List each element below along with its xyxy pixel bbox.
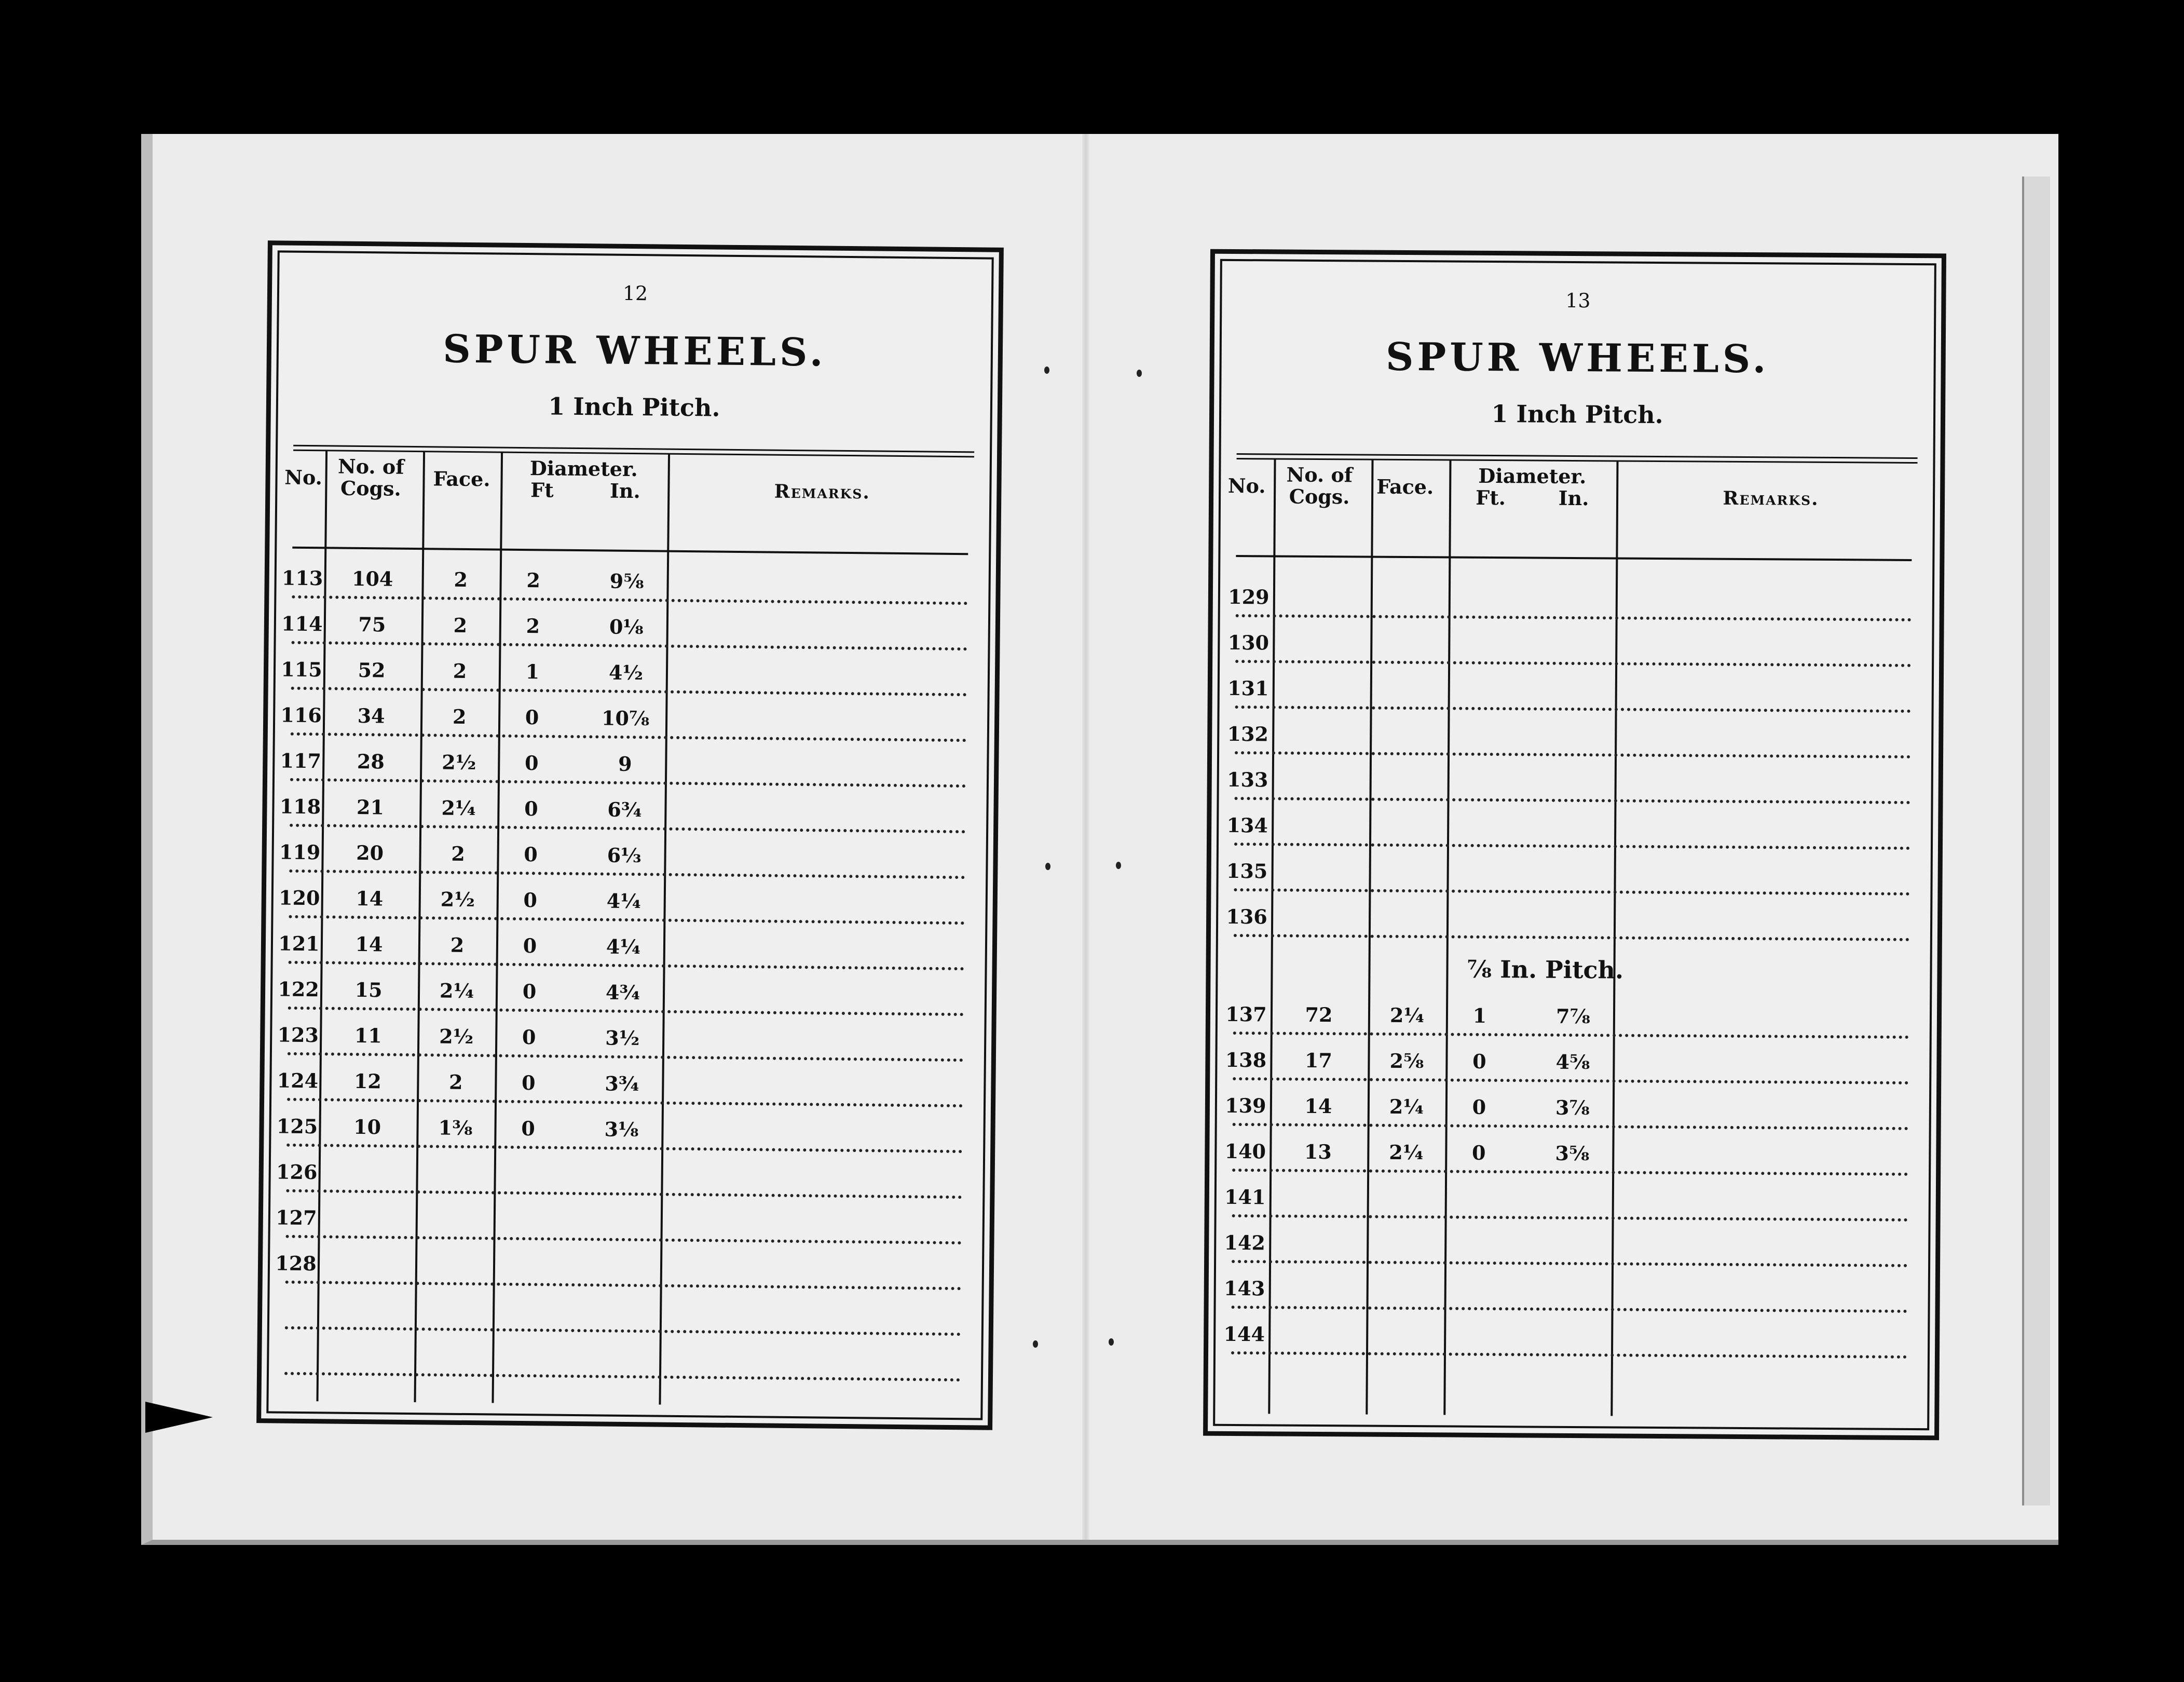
table-row bbox=[1216, 1224, 1929, 1273]
page-title: SPUR WHEELS. bbox=[1385, 334, 1770, 382]
dotted-leader bbox=[291, 733, 966, 742]
cell-ft: 0 bbox=[524, 797, 538, 821]
cell-face bbox=[421, 1207, 488, 1208]
table-row bbox=[274, 833, 986, 885]
cell-ft: 0 bbox=[525, 706, 539, 729]
table-row bbox=[271, 1107, 984, 1159]
table-row bbox=[1217, 1132, 1929, 1182]
dotted-leader bbox=[289, 961, 964, 970]
cell-cogs: 14 bbox=[356, 886, 384, 911]
table-row bbox=[1216, 1315, 1928, 1365]
table-row bbox=[275, 696, 988, 748]
table-row bbox=[1217, 1087, 1930, 1136]
cell-no: 134 bbox=[1226, 813, 1268, 837]
table-row bbox=[1219, 761, 1931, 810]
page-title: SPUR WHEELS. bbox=[442, 327, 827, 375]
cell-ft: 0 bbox=[522, 980, 537, 1003]
cell-in bbox=[586, 1254, 654, 1255]
left-table bbox=[266, 250, 993, 1420]
pitch-subtitle: 1 Inch Pitch. bbox=[548, 392, 720, 422]
cell-cogs: 14 bbox=[1304, 1094, 1332, 1118]
binding-mark bbox=[1137, 370, 1142, 377]
header-diameter: Diameter. bbox=[1478, 464, 1587, 489]
cell-face bbox=[1372, 1186, 1440, 1187]
cell-face: 2⅝ bbox=[1389, 1049, 1424, 1073]
cell-no bbox=[275, 1342, 316, 1343]
dotted-leader bbox=[290, 824, 965, 833]
cell-face: 2 bbox=[453, 613, 468, 637]
table-row bbox=[269, 1290, 982, 1342]
cell-no: 144 bbox=[1223, 1322, 1265, 1346]
cell-ft: 0 bbox=[522, 1025, 536, 1049]
cell-no: 118 bbox=[279, 794, 321, 819]
header-rule bbox=[1236, 555, 1912, 561]
dotted-leader bbox=[1235, 706, 1911, 713]
cell-face: 2¼ bbox=[1389, 1140, 1424, 1164]
dotted-leader bbox=[1233, 1123, 1908, 1130]
cell-no: 126 bbox=[276, 1160, 318, 1184]
cell-no: 133 bbox=[1226, 767, 1268, 792]
dotted-leader bbox=[290, 778, 966, 788]
cell-no: 142 bbox=[1224, 1230, 1266, 1255]
dotted-leader bbox=[292, 595, 967, 605]
table-row bbox=[1220, 578, 1933, 628]
dotted-leader bbox=[1234, 843, 1910, 850]
header-face: Face. bbox=[433, 467, 490, 491]
table-row bbox=[272, 924, 985, 976]
cell-cogs: 52 bbox=[358, 658, 386, 682]
cell-cogs: 20 bbox=[356, 840, 384, 865]
cell-cogs bbox=[1274, 1185, 1362, 1186]
table-row bbox=[272, 1015, 985, 1068]
cell-no: 122 bbox=[278, 977, 319, 1001]
header-face: Face. bbox=[1376, 474, 1434, 499]
cell-in: 4¼ bbox=[606, 934, 641, 959]
cell-no: 128 bbox=[275, 1251, 317, 1276]
cell-no: 120 bbox=[278, 886, 320, 910]
table-row bbox=[276, 559, 989, 611]
cell-no: 119 bbox=[279, 840, 321, 864]
cell-no: 121 bbox=[278, 931, 320, 956]
cell-face: 2¼ bbox=[1389, 1094, 1424, 1119]
dotted-leader bbox=[287, 1098, 963, 1107]
header-in: In. bbox=[1558, 486, 1589, 510]
dotted-leader bbox=[1231, 1351, 1907, 1359]
cell-in bbox=[1537, 1324, 1605, 1325]
dotted-leader bbox=[286, 1144, 962, 1153]
cell-in: 10⅞ bbox=[601, 706, 650, 730]
cell-face: 1⅜ bbox=[438, 1116, 473, 1140]
cell-no: 140 bbox=[1224, 1139, 1266, 1163]
cell-in: 9⅝ bbox=[609, 569, 644, 593]
cell-ft: 0 bbox=[523, 888, 538, 912]
cell-no: 127 bbox=[276, 1205, 317, 1230]
header-cogs: No. of Cogs. bbox=[337, 454, 404, 500]
dotted-leader bbox=[1236, 614, 1912, 621]
cell-in: 4⅝ bbox=[1555, 1050, 1590, 1074]
dotted-leader bbox=[1232, 1306, 1907, 1313]
cell-face: 2 bbox=[454, 567, 468, 591]
cell-face: 2¼ bbox=[441, 796, 476, 820]
dotted-leader bbox=[1235, 660, 1911, 667]
cell-no: 116 bbox=[280, 703, 322, 727]
dotted-leader bbox=[286, 1189, 962, 1199]
dotted-leader bbox=[1232, 1214, 1908, 1222]
cell-cogs bbox=[321, 1297, 410, 1298]
table-row bbox=[1219, 806, 1931, 856]
cell-no: 143 bbox=[1223, 1276, 1265, 1300]
dotted-leader bbox=[289, 870, 965, 879]
cell-cogs bbox=[1273, 1322, 1361, 1323]
cell-cogs: 13 bbox=[1304, 1140, 1332, 1164]
cell-no: 136 bbox=[1226, 904, 1267, 929]
dotted-leader bbox=[1232, 1169, 1908, 1176]
cell-no: 117 bbox=[280, 749, 322, 773]
cell-face bbox=[421, 1161, 489, 1162]
cell-ft bbox=[1450, 1278, 1507, 1279]
cell-no: 141 bbox=[1224, 1185, 1266, 1209]
cell-no: 135 bbox=[1226, 859, 1268, 883]
cell-in: 3⅝ bbox=[1555, 1141, 1590, 1165]
dotted-leader bbox=[288, 1052, 963, 1062]
dotted-leader bbox=[284, 1372, 960, 1381]
cell-ft: 0 bbox=[521, 1071, 536, 1095]
cell-cogs: 28 bbox=[357, 749, 385, 774]
cell-cogs: 11 bbox=[354, 1023, 382, 1048]
cell-ft: 0 bbox=[521, 1117, 536, 1141]
cell-cogs: 10 bbox=[353, 1115, 381, 1139]
cell-face: 2½ bbox=[439, 1024, 474, 1049]
binding-mark bbox=[1116, 862, 1121, 869]
cell-face: 2 bbox=[450, 933, 465, 957]
header-no: No. bbox=[284, 465, 323, 490]
cell-no: 129 bbox=[1228, 585, 1270, 609]
dotted-leader bbox=[1234, 934, 1909, 941]
cell-cogs: 34 bbox=[357, 703, 385, 728]
cell-no: 131 bbox=[1227, 676, 1269, 700]
table-row bbox=[1218, 995, 1930, 1045]
cell-in: 4½ bbox=[608, 660, 644, 685]
right-table bbox=[1213, 259, 1936, 1430]
cell-in: 0⅛ bbox=[609, 615, 644, 639]
double-rule bbox=[1237, 453, 1918, 464]
cell-cogs: 15 bbox=[354, 978, 383, 1002]
cell-face bbox=[1371, 1323, 1439, 1324]
cell-face: 2¼ bbox=[1389, 1003, 1425, 1027]
cell-in: 3½ bbox=[605, 1026, 640, 1050]
cell-face: 2 bbox=[452, 704, 467, 728]
cell-cogs: 75 bbox=[358, 612, 386, 636]
header-in: In. bbox=[609, 479, 640, 503]
cell-in: 6¾ bbox=[607, 797, 642, 822]
dotted-leader bbox=[285, 1326, 961, 1336]
cell-ft: 0 bbox=[523, 934, 537, 958]
cell-face bbox=[420, 1344, 487, 1345]
dotted-leader bbox=[289, 915, 964, 925]
dotted-leader bbox=[288, 1007, 964, 1016]
dotted-leader bbox=[1235, 751, 1910, 758]
cell-ft bbox=[499, 1162, 556, 1163]
header-remarks: Remarks. bbox=[774, 480, 871, 504]
binding-mark bbox=[1109, 1338, 1114, 1346]
cell-no: 115 bbox=[281, 657, 322, 682]
pitch-subtitle: 1 Inch Pitch. bbox=[1491, 400, 1663, 429]
cell-cogs: 104 bbox=[351, 566, 393, 591]
cell-cogs: 14 bbox=[355, 932, 383, 956]
table-row bbox=[276, 604, 988, 657]
cell-no: 132 bbox=[1227, 722, 1269, 746]
table-row bbox=[275, 741, 987, 794]
cell-in: 4¾ bbox=[605, 980, 640, 1005]
cell-no: 137 bbox=[1225, 1002, 1267, 1026]
table-row bbox=[270, 1198, 982, 1251]
cell-ft bbox=[498, 1299, 555, 1300]
table-row bbox=[270, 1244, 982, 1296]
cell-no: 114 bbox=[281, 612, 323, 636]
binding-mark bbox=[1044, 367, 1049, 374]
cell-ft: 0 bbox=[1472, 1095, 1486, 1119]
left-table-frame bbox=[256, 240, 1004, 1430]
table-row bbox=[272, 970, 985, 1022]
cell-face: 2¼ bbox=[439, 979, 474, 1003]
dotted-leader bbox=[1235, 797, 1910, 804]
table-row bbox=[274, 787, 987, 839]
cell-no: 125 bbox=[276, 1114, 318, 1138]
dotted-leader bbox=[292, 641, 967, 650]
cell-cogs bbox=[321, 1343, 410, 1344]
binding-mark bbox=[1045, 863, 1050, 870]
cell-in: 3¾ bbox=[605, 1071, 639, 1096]
cell-ft: 0 bbox=[1472, 1141, 1486, 1164]
cell-face: 2½ bbox=[442, 750, 476, 775]
header-no: No. bbox=[1227, 473, 1266, 498]
cell-face: 2 bbox=[451, 842, 466, 865]
dotted-leader bbox=[1233, 1077, 1908, 1084]
cell-no: 139 bbox=[1225, 1093, 1266, 1118]
cell-cogs: 17 bbox=[1304, 1048, 1333, 1073]
cell-cogs: 72 bbox=[1305, 1002, 1333, 1027]
cell-ft: 1 bbox=[525, 660, 540, 684]
cell-ft: 0 bbox=[1472, 1049, 1486, 1073]
cell-in: 3⅛ bbox=[604, 1117, 639, 1142]
cell-face: 2 bbox=[448, 1070, 463, 1094]
cell-face: 2½ bbox=[440, 887, 475, 912]
table-row bbox=[271, 1061, 984, 1114]
cell-face: 2 bbox=[453, 659, 467, 683]
cell-face bbox=[420, 1298, 487, 1299]
cell-no: 113 bbox=[281, 566, 323, 590]
dotted-leader bbox=[1233, 1032, 1909, 1039]
cell-in: 3⅞ bbox=[1555, 1095, 1590, 1120]
table-row bbox=[273, 878, 986, 931]
header-diameter: Diameter. bbox=[529, 456, 638, 481]
dotted-leader bbox=[286, 1235, 962, 1244]
cell-cogs: 12 bbox=[353, 1069, 382, 1093]
header-ft: Ft. bbox=[1476, 485, 1506, 510]
book-gutter bbox=[1082, 134, 1089, 1540]
cell-cogs bbox=[322, 1206, 411, 1207]
cell-ft: 2 bbox=[526, 568, 541, 592]
table-row bbox=[1216, 1269, 1928, 1319]
dotted-leader bbox=[285, 1281, 961, 1290]
cell-ft bbox=[498, 1345, 555, 1346]
dotted-leader bbox=[1234, 888, 1909, 896]
cell-in: 4¼ bbox=[606, 889, 641, 913]
cell-cogs bbox=[323, 1160, 411, 1161]
cell-no: 124 bbox=[277, 1068, 319, 1093]
cell-no: 130 bbox=[1227, 630, 1270, 655]
page-edge bbox=[2022, 177, 2050, 1505]
page-number: 13 bbox=[1565, 289, 1591, 313]
cell-ft: 1 bbox=[1472, 1003, 1487, 1027]
table-row bbox=[1218, 852, 1931, 902]
cell-ft bbox=[499, 1208, 556, 1209]
header-cogs: No. of Cogs. bbox=[1286, 463, 1353, 509]
cell-ft: 0 bbox=[524, 843, 538, 866]
dotted-leader bbox=[1232, 1260, 1907, 1267]
cell-in bbox=[1538, 1187, 1606, 1188]
header-ft: Ft bbox=[530, 478, 554, 502]
cell-ft bbox=[1450, 1232, 1507, 1233]
cell-no: 138 bbox=[1225, 1048, 1267, 1072]
sub-pitch-heading: ⅞ In. Pitch. bbox=[1467, 955, 1624, 984]
bookmark-ribbon bbox=[145, 1402, 213, 1433]
cell-no: 123 bbox=[277, 1023, 319, 1047]
right-table-frame bbox=[1203, 249, 1946, 1441]
cell-cogs bbox=[322, 1252, 410, 1253]
header-remarks: Remarks. bbox=[1723, 487, 1819, 510]
table-row bbox=[1219, 715, 1932, 765]
table-row bbox=[1217, 1178, 1929, 1228]
table-row bbox=[1218, 898, 1931, 947]
table-row bbox=[1220, 669, 1932, 719]
dotted-leader bbox=[291, 687, 967, 696]
page-number: 12 bbox=[622, 281, 648, 305]
table-row bbox=[269, 1335, 981, 1388]
cell-in: 6⅓ bbox=[607, 843, 641, 867]
table-row bbox=[1220, 623, 1932, 673]
cell-ft: 0 bbox=[524, 751, 539, 775]
table-row bbox=[276, 650, 988, 702]
cell-ft: 2 bbox=[526, 614, 540, 638]
header-rule bbox=[292, 547, 968, 555]
table-row bbox=[1217, 1041, 1930, 1091]
cell-in: 9 bbox=[618, 752, 632, 776]
table-row bbox=[270, 1152, 983, 1205]
binding-mark bbox=[1033, 1340, 1038, 1348]
cell-in: 7⅞ bbox=[1555, 1004, 1591, 1028]
cell-cogs: 21 bbox=[356, 795, 385, 819]
